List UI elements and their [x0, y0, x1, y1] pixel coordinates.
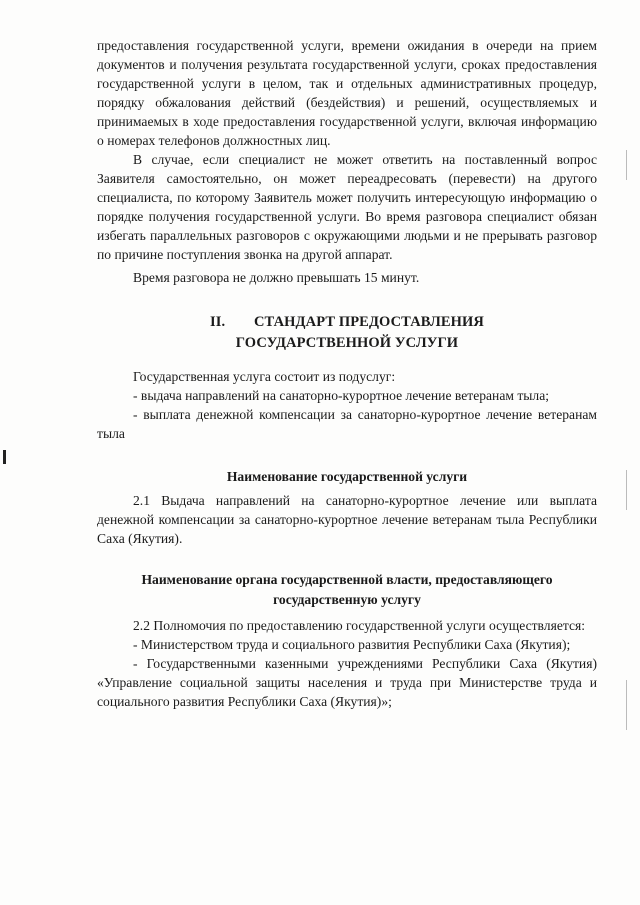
clause-2-2: 2.2 Полномочия по предоставлению государственной услуги осуществляется:: [133, 618, 586, 633]
section-number: II.: [209, 314, 226, 330]
paragraph-call-duration: Время разговора не должно превышать 15 минут.: [133, 270, 420, 285]
scan-edge-mark: [626, 680, 627, 730]
subheading-authority: [97, 570, 597, 610]
clause-2-1: 2.1 Выдача направлений на санаторно-курортное лечение или выплата денежной компенсации за санаторно-курортное лечение ветеранам тыла Республики Саха (Якутия).: [97, 493, 597, 546]
scan-edge-mark: [626, 150, 627, 180]
paragraph-specialist: В случае, если специалист не может ответить на поставленный вопрос Заявителя самостоятельно, он может переадресовать (перевести) на другого специалиста, по которому Заявитель может получить интересующую информацию о порядке получения государственной услуги. Во время разговора специалист обязан избегать параллельных разговоров с окружающими людьми и не прерывать разговор по причине поступления звонка на другой аппарат.: [97, 152, 597, 262]
document-body: [97, 36, 597, 711]
section-heading: [97, 312, 597, 354]
subheading-authority-line1: Наименование органа государственной власти, предоставляющего: [141, 572, 553, 587]
subheading-authority-line2: государственную услугу: [273, 592, 421, 607]
section-title-line1: СТАНДАРТ ПРЕДОСТАВЛЕНИЯ: [253, 314, 484, 330]
subservice-item-1: - выдача направлений на санаторно-курортное лечение ветеранам тыла;: [133, 388, 550, 403]
subservices-intro: Государственная услуга состоит из подуслуг:: [133, 369, 396, 384]
section-title-line2: ГОСУДАРСТВЕННОЙ УСЛУГИ: [235, 335, 459, 351]
paragraph-intro: предоставления государственной услуги, времени ожидания в очереди на прием документов и получения результата государственной услуги, сроках предоставления государственной услуги в целом, так и отдельных административных процедур, порядку обжалования действий (бездействия) и решений, осуществляемых и принимаемых в ходе предоставления государственной услуги, включая информацию о номерах телефонов должностных лиц.: [97, 38, 597, 148]
section-heading-line1: [97, 312, 597, 333]
scan-edge-mark: [626, 470, 627, 510]
clause-2-2-item-1: - Министерством труда и социального развития Республики Саха (Якутия);: [133, 637, 571, 652]
subheading-service-name: Наименование государственной услуги: [226, 469, 468, 484]
scan-mark: [3, 450, 6, 464]
subservice-item-2: - выплата денежной компенсации за санаторно-курортное лечение ветеранам тыла: [97, 407, 597, 441]
clause-2-2-item-2: - Государственными казенными учреждениями Республики Саха (Якутия) «Управление социальной защиты населения и труда при Министерстве труда и социального развития Республики Саха (Якутия)»;: [97, 656, 597, 709]
